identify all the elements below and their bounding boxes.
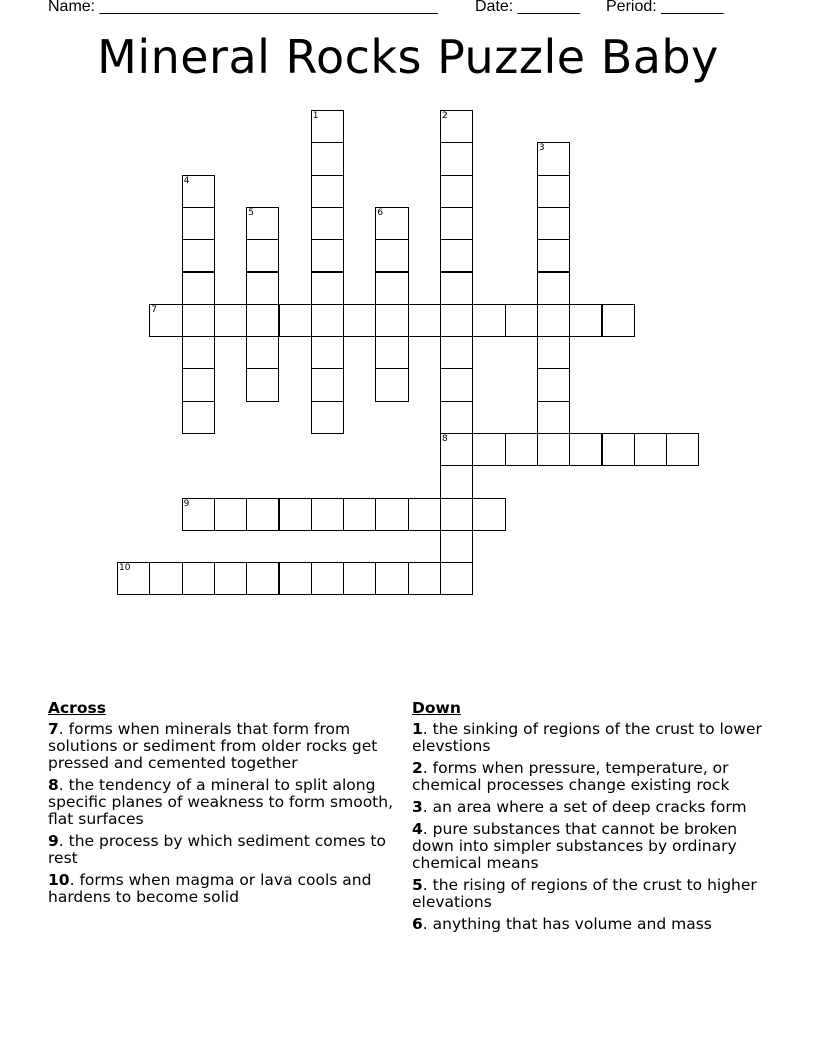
grid-cell[interactable] — [182, 207, 215, 240]
grid-cell[interactable] — [182, 175, 215, 208]
grid-cell[interactable] — [440, 433, 473, 466]
grid-cell[interactable] — [343, 304, 376, 337]
grid-cell[interactable] — [440, 207, 473, 240]
grid-cell[interactable] — [569, 304, 602, 337]
grid-cell[interactable] — [440, 304, 473, 337]
across-clue: 8. the tendency of a mineral to split along specific planes of weakness to form smooth, flat surfaces — [48, 776, 394, 828]
page-title: Mineral Rocks Puzzle Baby — [97, 30, 719, 84]
clue-text: the process by which sediment comes to rest — [48, 832, 386, 867]
grid-cell[interactable] — [149, 562, 182, 595]
across-clue-list — [48, 721, 406, 906]
grid-cell[interactable] — [408, 304, 441, 337]
clue-number: 3 — [412, 798, 423, 816]
grid-cell[interactable] — [246, 304, 279, 337]
grid-cell[interactable] — [311, 401, 344, 434]
grid-cell[interactable] — [182, 304, 215, 337]
grid-cell[interactable] — [537, 272, 570, 305]
clue-text: an area where a set of deep cracks form — [432, 798, 747, 816]
grid-cell[interactable] — [246, 239, 279, 272]
grid-cell[interactable] — [505, 304, 538, 337]
down-clue-list — [412, 721, 762, 933]
grid-cell[interactable] — [311, 336, 344, 369]
grid-cell[interactable] — [246, 336, 279, 369]
clue-text: the tendency of a mineral to split along specific planes of weakness to form smooth, flat surfaces — [48, 776, 394, 828]
grid-cell[interactable] — [440, 142, 473, 175]
grid-cell[interactable] — [311, 207, 344, 240]
grid-cell[interactable] — [311, 498, 344, 531]
grid-cell[interactable] — [537, 433, 570, 466]
grid-cell[interactable] — [440, 465, 473, 498]
across-heading: Across — [48, 699, 106, 717]
clue-number: 8 — [48, 776, 59, 794]
grid-cell[interactable] — [214, 304, 247, 337]
across-clue: 9. the process by which sediment comes to rest — [48, 832, 386, 867]
grid-cell[interactable] — [440, 272, 473, 305]
grid-cell[interactable] — [440, 175, 473, 208]
clue-number-label: 8 — [442, 434, 448, 444]
grid-cell[interactable] — [666, 433, 699, 466]
grid-cell[interactable] — [440, 239, 473, 272]
clue-number: 5 — [412, 876, 423, 894]
clue-text: anything that has volume and mass — [432, 915, 712, 933]
grid-cell[interactable] — [408, 498, 441, 531]
clue-text: the rising of regions of the crust to higher elevations — [412, 876, 757, 911]
clue-number-label: 10 — [119, 563, 131, 574]
down-clue: 5. the rising of regions of the crust to higher elevations — [412, 876, 757, 911]
grid-cell[interactable] — [311, 368, 344, 401]
clue-text: forms when magma or lava cools and hardens to become solid — [48, 871, 372, 906]
grid-cell[interactable] — [375, 368, 408, 401]
grid-cell[interactable] — [182, 272, 215, 305]
clue-number-label: 3 — [538, 143, 545, 154]
clue-number-label: 2 — [442, 111, 448, 121]
grid-cell[interactable] — [246, 207, 279, 240]
clue-number-label: 7 — [151, 304, 158, 315]
clue-text: forms when pressure, temperature, or chemical processes change existing rock — [412, 759, 730, 794]
grid-cell[interactable] — [182, 239, 215, 272]
clue-text: forms when minerals that form from solutions or sediment from older rocks get pressed and cemented together — [48, 720, 378, 772]
grid-cell[interactable] — [311, 142, 344, 175]
down-clue: 4. pure substances that cannot be broken down into simpler substances by ordinary chemical means — [412, 820, 738, 872]
down-clues — [412, 700, 762, 938]
grid-cell[interactable] — [537, 239, 570, 272]
grid-cell[interactable] — [440, 562, 473, 595]
grid-cell[interactable] — [440, 110, 473, 143]
grid-cell[interactable] — [408, 562, 441, 595]
grid-cell[interactable] — [311, 272, 344, 305]
grid-cell[interactable] — [375, 207, 408, 240]
clue-text: pure substances that cannot be broken down into simpler substances by ordinary chemical means — [412, 820, 738, 872]
grid-cell[interactable] — [537, 207, 570, 240]
grid-cell[interactable] — [602, 304, 635, 337]
clue-number-label: 9 — [183, 498, 190, 509]
grid-cell[interactable] — [375, 272, 408, 305]
grid-cell[interactable] — [440, 368, 473, 401]
grid-cell[interactable] — [311, 239, 344, 272]
grid-cell[interactable] — [537, 368, 570, 401]
grid-cell[interactable] — [440, 498, 473, 531]
clue-number: 4 — [412, 820, 423, 838]
grid-cell[interactable] — [343, 562, 376, 595]
down-clue: 2. forms when pressure, temperature, or chemical processes change existing rock — [412, 759, 730, 794]
grid-cell[interactable] — [375, 562, 408, 595]
across-clue: 7. forms when minerals that form from solutions or sediment from older rocks get pressed and cemented together — [48, 720, 378, 772]
grid-cell[interactable] — [634, 433, 667, 466]
clue-number: 2 — [412, 759, 423, 777]
grid-cell[interactable] — [375, 304, 408, 337]
clue-number: 7 — [48, 720, 59, 738]
grid-cell[interactable] — [246, 368, 279, 401]
grid-cell[interactable] — [311, 175, 344, 208]
grid-cell[interactable] — [602, 433, 635, 466]
grid-cell[interactable] — [440, 530, 473, 563]
grid-cell[interactable] — [537, 142, 570, 175]
grid-cell[interactable] — [246, 272, 279, 305]
period-field[interactable]: Period: _______ — [606, 0, 724, 15]
across-clue: 10. forms when magma or lava cools and hardens to become solid — [48, 871, 372, 906]
grid-cell[interactable] — [343, 498, 376, 531]
clue-number-label: 6 — [377, 207, 384, 218]
clue-number: 10 — [48, 871, 70, 889]
clue-number: 6 — [412, 915, 423, 933]
grid-cell[interactable] — [311, 110, 344, 143]
grid-cell[interactable] — [246, 562, 279, 595]
grid-cell[interactable] — [117, 562, 150, 595]
grid-cell[interactable] — [440, 336, 473, 369]
grid-cell[interactable] — [246, 498, 279, 531]
grid-cell[interactable] — [472, 304, 505, 337]
grid-cell[interactable] — [537, 336, 570, 369]
grid-cell[interactable] — [440, 401, 473, 434]
grid-cell[interactable] — [214, 498, 247, 531]
down-clue: 3. an area where a set of deep cracks form — [412, 798, 747, 816]
grid-cell[interactable] — [182, 368, 215, 401]
clue-number-label: 5 — [248, 207, 254, 218]
grid-cell[interactable] — [375, 239, 408, 272]
grid-cell[interactable] — [537, 401, 570, 434]
grid-cell[interactable] — [505, 433, 538, 466]
grid-cell[interactable] — [182, 336, 215, 369]
grid-cell[interactable] — [279, 498, 312, 531]
grid-cell[interactable] — [279, 304, 312, 337]
grid-cell[interactable] — [311, 304, 344, 337]
grid-cell[interactable] — [311, 562, 344, 595]
grid-cell[interactable] — [472, 433, 505, 466]
grid-cell[interactable] — [214, 562, 247, 595]
grid-cell[interactable] — [537, 304, 570, 337]
down-heading: Down — [412, 699, 461, 717]
grid-cell[interactable] — [472, 498, 505, 531]
date-field[interactable]: Date: _______ — [475, 0, 580, 15]
clue-text: the sinking of regions of the crust to lower elevstions — [412, 720, 762, 755]
grid-cell[interactable] — [182, 562, 215, 595]
grid-cell[interactable] — [149, 304, 182, 337]
down-clue: 6. anything that has volume and mass — [412, 915, 712, 933]
clue-number-label: 1 — [312, 111, 319, 121]
across-clues — [48, 700, 406, 911]
grid-cell[interactable] — [182, 401, 215, 434]
grid-cell[interactable] — [375, 498, 408, 531]
grid-cell[interactable] — [279, 562, 312, 595]
name-field[interactable]: Name: ______________________________________ — [48, 0, 438, 15]
clue-number: 1 — [412, 720, 423, 738]
grid-cell[interactable] — [537, 175, 570, 208]
grid-cell[interactable] — [569, 433, 602, 466]
clue-number: 9 — [48, 832, 59, 850]
down-clue: 1. the sinking of regions of the crust to lower elevstions — [412, 720, 762, 755]
clue-number-label: 4 — [183, 175, 190, 186]
grid-cell[interactable] — [375, 336, 408, 369]
grid-cell[interactable] — [182, 498, 215, 531]
